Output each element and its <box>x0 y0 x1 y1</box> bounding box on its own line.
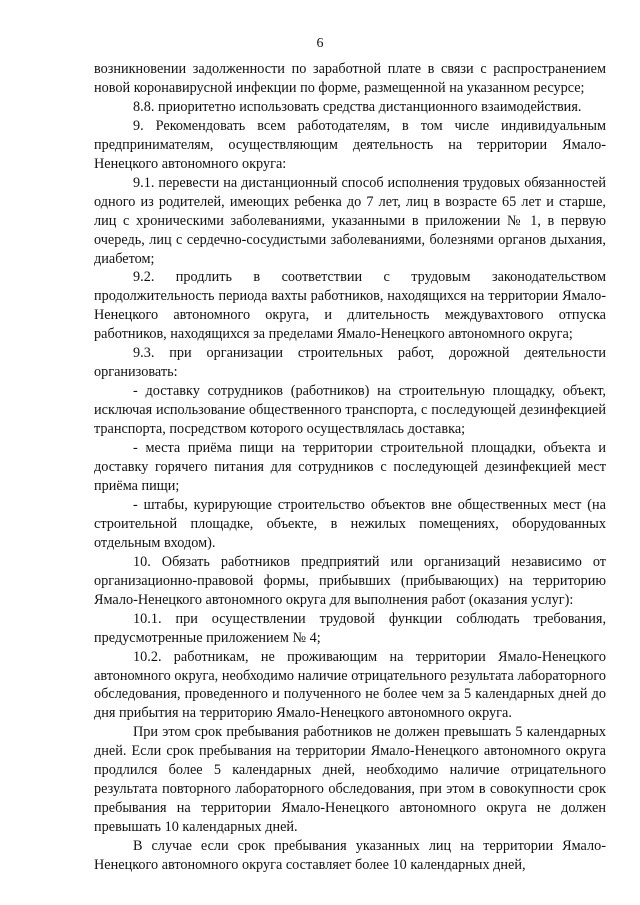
paragraph: При этом срок пребывания работников не должен превышать 5 календарных дней. Если срок пребывания на территории Ямало-Ненецкого автономного округа продлился более 5 календарных дней, необходимо наличие отрицательного результата повторного лабораторного обследования, при этом в совокупности срок пребывания на территории Ямало-Ненецкого автономного округа не должен превышать 10 календарных дней. <box>94 724 606 836</box>
page-number: 6 <box>316 36 324 51</box>
paragraph: - места приёма пищи на территории строительной площадки, объекта и доставку горячего питания для сотрудников с последующей дезинфекцией мест приёма пищи; <box>94 440 606 494</box>
paragraph: 9.2. продлить в соответствии с трудовым законодательством продолжительность периода вахты работников, находящихся на территории Ямало-Ненецкого автономного округа, и длительность междувахтового отпуска работников, находящихся за пределами Ямало-Ненецкого автономного округа; <box>94 269 606 343</box>
paragraph: возникновении задолженности по заработной плате в связи с распространением новой коронавирусной инфекции по форме, размещенной на указанном ресурсе; <box>94 61 606 96</box>
paragraph: 10. Обязать работников предприятий или организаций независимо от организационно-правовой формы, прибывших (прибывающих) на территорию Ямало-Ненецкого автономного округа для выполнения работ (оказания услуг): <box>94 553 606 608</box>
paragraph: - доставку сотрудников (работников) на строительную площадку, объект, исключая использование общественного транспорта, с последующей дезинфекцией транспорта, посредством которого осуществлялась доставка; <box>94 383 606 438</box>
paragraph: - штабы, курирующие строительство объектов вне общественных мест (на строительной площадке, объекте, в нежилых помещениях, оборудованных отдельным входом). <box>94 496 606 551</box>
paragraph: 9. Рекомендовать всем работодателям, в том числе индивидуальным предпринимателям, осуществляющим деятельность на территории Ямало-Ненецкого автономного округа: <box>94 117 606 172</box>
document-body <box>94 60 606 875</box>
paragraph: В случае если срок пребывания указанных лиц на территории Ямало-Ненецкого автономного округа составляет более 10 календарных дней, <box>94 838 606 874</box>
paragraph: 10.1. при осуществлении трудовой функции соблюдать требования, предусмотренные приложением № 4; <box>94 610 606 646</box>
paragraph: 8.8. приоритетно использовать средства дистанционного взаимодействия. <box>133 98 582 115</box>
paragraph: 9.1. перевести на дистанционный способ исполнения трудовых обязанностей одного из родителей, имеющих ребенка до 7 лет, лиц в возрасте 65 лет и старше, лиц с хроническими заболеваниями, указанными в приложении № 1, в первую очередь, лиц с сердечно-сосудистыми заболеваниями, болезнями органов дыхания, диабетом; <box>94 174 606 267</box>
paragraph: 10.2. работникам, не проживающим на территории Ямало-Ненецкого автономного округа, необходимо наличие отрицательного результата лабораторного обследования, проведенного и полученного не более чем за 5 календарных дней до дня прибытия на территорию Ямало-Ненецкого автономного округа. <box>94 648 606 722</box>
paragraph: 9.3. при организации строительных работ, дорожной деятельности организовать: <box>94 345 606 381</box>
